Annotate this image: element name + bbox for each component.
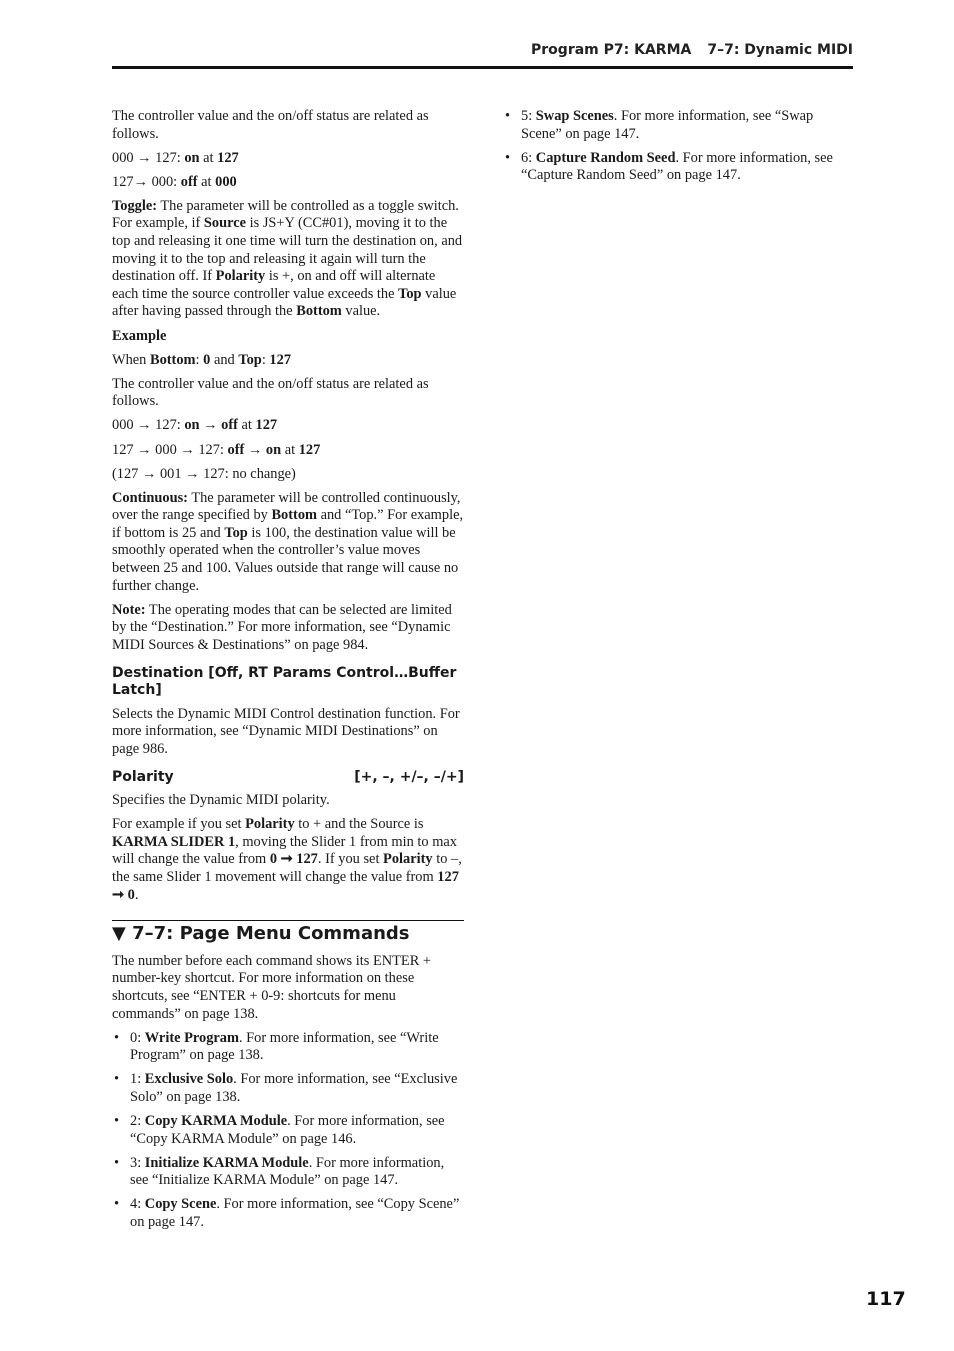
bullet-icon: • bbox=[114, 1071, 120, 1088]
list-item: • 6: Capture Random Seed. For more information, see “Capture Random Seed” on page 147. bbox=[505, 149, 833, 184]
bullet-icon: • bbox=[505, 149, 511, 166]
left-column bbox=[112, 108, 464, 1238]
bullet-icon: • bbox=[114, 1029, 120, 1046]
destination-description: Selects the Dynamic MIDI Control destination function. For more information, see “Dynamic MIDI Destinations” on page 986. bbox=[112, 705, 460, 757]
header-rule bbox=[112, 66, 853, 69]
intro-paragraph: The controller value and the on/off status are related as follows. bbox=[112, 108, 429, 142]
section-rule bbox=[112, 920, 464, 921]
running-header bbox=[0, 42, 853, 58]
relation-line: 000 → 127: on at 127 bbox=[112, 149, 239, 166]
polarity-range: [+, –, +/–, –/+] bbox=[354, 768, 464, 785]
list-item: • 0: Write Program. For more information, see “Write Program” on page 138. bbox=[114, 1029, 439, 1064]
list-item: • 5: Swap Scenes. For more information, see “Swap Scene” on page 147. bbox=[505, 108, 814, 142]
bullet-icon: • bbox=[114, 1154, 120, 1171]
relation-line: (127 → 001 → 127: no change) bbox=[112, 465, 296, 482]
bullet-icon: • bbox=[114, 1196, 120, 1213]
relation-line: 000 → 127: on → off at 127 bbox=[112, 417, 278, 434]
example-heading: Example bbox=[112, 327, 167, 344]
polarity-example: For example if you set Polarity to + and the Source is KARMA SLIDER 1, moving the Slider 1 from min to max will change the value from 0 ➞ 127. If you set Polarity to –, the same Slider 1 movement will change the value from 127 ➞ 0. bbox=[112, 816, 462, 903]
intro-paragraph: The controller value and the on/off status are related as follows. bbox=[112, 375, 429, 410]
header-chapter: Program P7: KARMA bbox=[531, 42, 692, 58]
bullet-icon: • bbox=[114, 1113, 120, 1129]
list-item: • 3: Initialize KARMA Module. For more information, see “Initialize KARMA Module” on page 147. bbox=[114, 1154, 445, 1189]
example-when: When Bottom: 0 and Top: 127 bbox=[112, 351, 292, 368]
command-list bbox=[503, 108, 853, 185]
section-intro: The number before each command shows its ENTER + number-key shortcut. For more information on these shortcuts, see “ENTER + 0-9: shortcuts for menu commands” on page 138. bbox=[112, 952, 432, 1022]
list-item: • 1: Exclusive Solo. For more information, see “Exclusive Solo” on page 138. bbox=[114, 1071, 458, 1105]
toggle-paragraph: Toggle: The parameter will be controlled as a toggle switch. For example, if Source is JS+Y (CC#01), moving it to the top and releasing it one time will turn the destination on, and moving it to the top and releasing it again will turn the destination off. If Polarity is +, on and off will alternate each time the source controller value exceeds the Top value after having passed through the Bottom value. bbox=[112, 197, 463, 320]
page-number: 117 bbox=[866, 1288, 906, 1310]
relation-line: 127 → 000 → 127: off → on at 127 bbox=[112, 441, 321, 458]
list-item: • 4: Copy Scene. For more information, see “Copy Scene” on page 147. bbox=[114, 1196, 460, 1230]
list-item: • 2: Copy KARMA Module. For more information, see “Copy KARMA Module” on page 146. bbox=[114, 1113, 445, 1147]
right-column bbox=[503, 108, 853, 191]
section-title: ▼ 7–7: Page Menu Commands bbox=[112, 923, 410, 945]
command-list bbox=[112, 1030, 464, 1232]
polarity-description: Specifies the Dynamic MIDI polarity. bbox=[112, 792, 330, 809]
polarity-title: Polarity bbox=[112, 768, 174, 785]
continuous-paragraph: Continuous: The parameter will be controlled continuously, over the range specified by Bottom and “Top.” For example, if bottom is 25 and Top is 100, the destination value will be smoothly operated when the controller’s value moves between 25 and 100. Values outside that range will cause no further change. bbox=[112, 489, 464, 594]
polarity-parameter-heading bbox=[112, 769, 464, 787]
relation-line: 127→ 000: off at 000 bbox=[112, 173, 237, 190]
destination-parameter-heading: Destination [Off, RT Params Control…Buffer Latch] bbox=[112, 664, 457, 699]
bullet-icon: • bbox=[505, 108, 511, 124]
note-paragraph: Note: The operating modes that can be selected are limited by the “Destination.” For more information, see “Dynamic MIDI Sources & Destinations” on page 984. bbox=[112, 601, 452, 653]
header-section: 7–7: Dynamic MIDI bbox=[707, 42, 853, 58]
